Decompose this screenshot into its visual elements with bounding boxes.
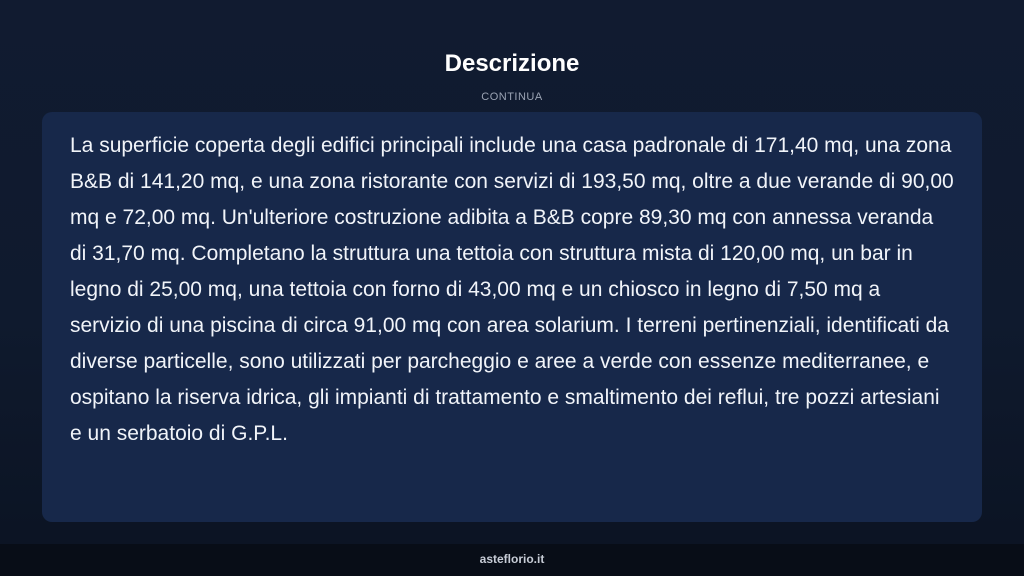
footer-bar	[0, 544, 1024, 576]
description-text: La superficie coperta degli edifici principali include una casa padronale di 171,40 mq, una zona B&B di 141,20 mq, e una zona ristorante con servizi di 193,50 mq, oltre a due verande di 90,00 mq e 72,00 mq. Un'ulteriore costruzione adibita a B&B copre 89,30 mq con annessa veranda di 31,70 mq. Completano la struttura una tettoia con struttura mista di 120,00 mq, un bar in legno di 25,00 mq, una tettoia con forno di 43,00 mq e un chiosco in legno di 7,50 mq a servizio di una piscina di circa 91,00 mq con area solarium. I terreni pertinenziali, identificati da diverse particelle, sono utilizzati per parcheggio e aree a verde con essenze mediterranee, e ospitano la riserva idrica, gli impianti di trattamento e smaltimento dei reflui, tre pozzi artesiani e un serbatoio di G.P.L.	[70, 134, 954, 445]
continue-label: CONTINUA	[481, 91, 543, 103]
footer-site-label: asteflorio.it	[479, 552, 545, 566]
description-card	[42, 112, 982, 522]
page-title: Descrizione	[444, 50, 580, 77]
